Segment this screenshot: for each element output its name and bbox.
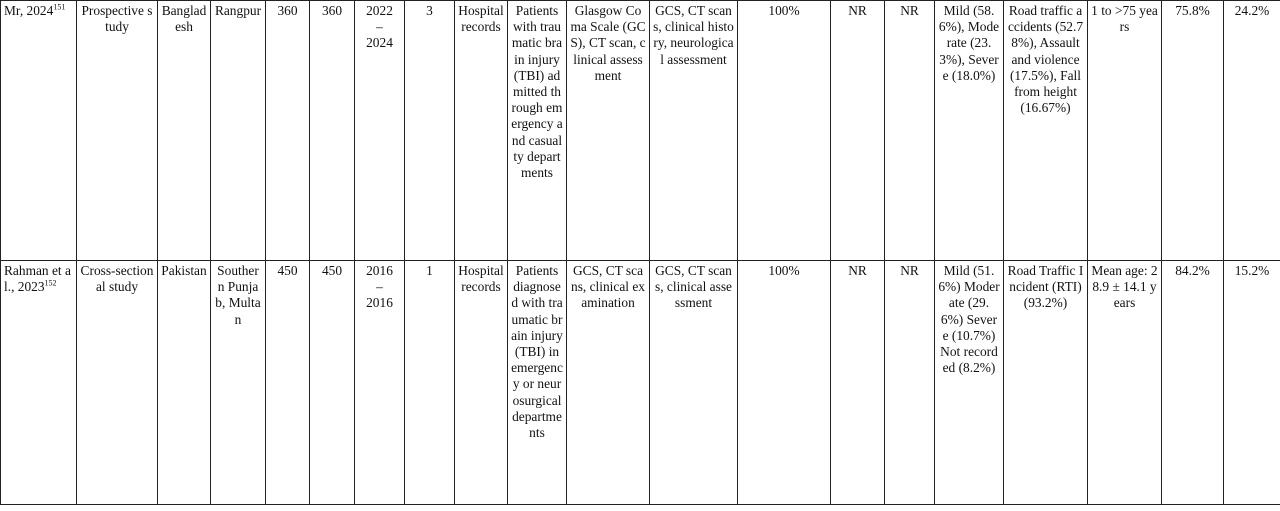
- population-cell: Patients diagnosed with traumatic brain injury (TBI) in emergency or neurosurgical departments: [508, 261, 567, 505]
- cause-cell: Road traffic accidents (52.78%), Assault and violence (17.5%), Fall from height (16.67%): [1004, 1, 1088, 261]
- female-cell: 15.2%: [1224, 261, 1280, 505]
- diagnosis-cell: Glasgow Coma Scale (GCS), CT scan, clinical assessment: [567, 1, 650, 261]
- assessment-cell: GCS, CT scans, clinical history, neurological assessment: [650, 1, 738, 261]
- analyzed-cell: 450: [310, 261, 355, 505]
- table-row: [1, 1, 1280, 261]
- nr-cell: NR: [831, 1, 885, 261]
- female-cell: 24.2%: [1224, 1, 1280, 261]
- analyzed-cell: 360: [310, 1, 355, 261]
- country-cell: Bangladesh: [158, 1, 211, 261]
- source-cell: Hospital records: [455, 1, 508, 261]
- sample-size-cell: 450: [266, 261, 310, 505]
- design-cell: Prospective study: [77, 1, 158, 261]
- diagnosis-cell: GCS, CT scans, clinical examination: [567, 261, 650, 505]
- nr-cell: NR: [885, 261, 935, 505]
- table-row: [1, 261, 1280, 505]
- source-cell: Hospital records: [455, 261, 508, 505]
- country-cell: Pakistan: [158, 261, 211, 505]
- sample-size-cell: 360: [266, 1, 310, 261]
- nr-cell: NR: [831, 261, 885, 505]
- cause-cell: Road Traffic Incident (RTI) (93.2%): [1004, 261, 1088, 505]
- reference-superscript: 151: [53, 2, 66, 12]
- period-cell: 2022 – 2024: [355, 1, 405, 261]
- male-cell: 75.8%: [1162, 1, 1224, 261]
- age-cell: 1 to >75 years: [1088, 1, 1162, 261]
- nr-cell: NR: [885, 1, 935, 261]
- design-cell: Cross-sectional study: [77, 261, 158, 505]
- region-cell: Rangpur: [211, 1, 266, 261]
- assessment-cell: GCS, CT scans, clinical assessment: [650, 261, 738, 505]
- period-cell: 2016 – 2016: [355, 261, 405, 505]
- percent-cell: 100%: [738, 1, 831, 261]
- severity-cell: Mild (58.6%), Moderate (23.3%), Severe (18.0%): [935, 1, 1004, 261]
- centers-cell: 1: [405, 261, 455, 505]
- severity-cell: Mild (51.6%) Moderate (29.6%) Severe (10.7%) Not recorded (8.2%): [935, 261, 1004, 505]
- region-cell: Southern Punjab, Multan: [211, 261, 266, 505]
- study-cell: Mr, 2024$^{151}$: [1, 1, 77, 261]
- male-cell: 84.2%: [1162, 261, 1224, 505]
- percent-cell: 100%: [738, 261, 831, 505]
- age-cell: Mean age: 28.9 ± 14.1 years: [1088, 261, 1162, 505]
- centers-cell: 3: [405, 1, 455, 261]
- study-cell: Rahman et al., 2023$^{152}$: [1, 261, 77, 505]
- population-cell: Patients with traumatic brain injury (TBI) admitted through emergency and casualty departments: [508, 1, 567, 261]
- reference-superscript: 152: [44, 278, 57, 288]
